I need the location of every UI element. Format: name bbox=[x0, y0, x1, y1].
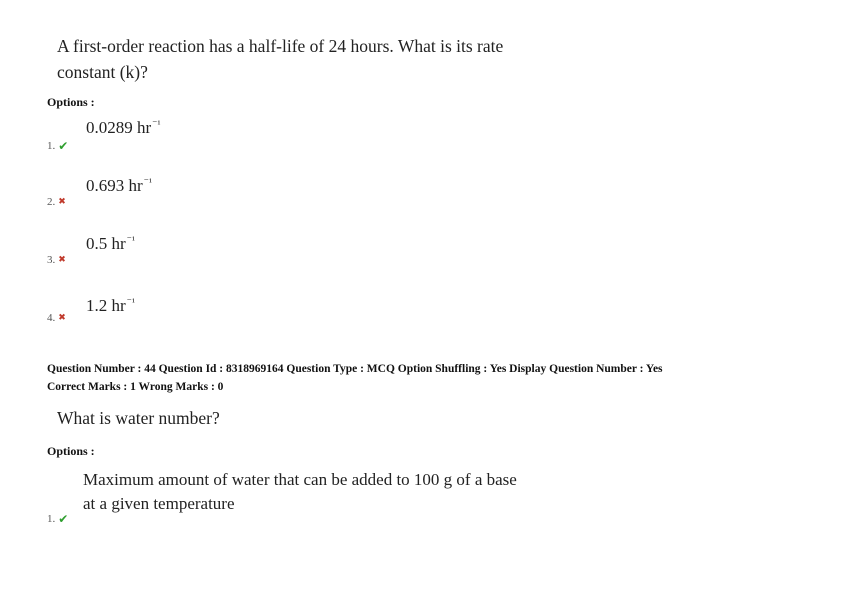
options-label: Options : bbox=[47, 444, 95, 458]
cross-icon: ✖ bbox=[58, 313, 66, 323]
option-value: 0.0289 hr bbox=[86, 118, 152, 137]
option-number-label: 1. bbox=[47, 513, 56, 525]
option-exponent: ⁻¹ bbox=[126, 297, 135, 308]
option-value: 0.693 hr bbox=[86, 176, 143, 195]
option-number bbox=[47, 139, 68, 153]
question-text-line: constant (k)? bbox=[57, 62, 148, 82]
option-number-label: 3. bbox=[47, 254, 56, 266]
option-value: 0.5 hr bbox=[86, 234, 126, 253]
option-text-line: at a given temperature bbox=[83, 494, 235, 513]
option-text bbox=[86, 176, 152, 196]
option-number bbox=[47, 254, 66, 266]
option-exponent: ⁻¹ bbox=[143, 177, 152, 188]
option-number bbox=[47, 196, 66, 208]
question-text: What is water number? bbox=[57, 408, 220, 428]
option-value: 1.2 hr bbox=[86, 296, 126, 315]
cross-icon: ✖ bbox=[58, 255, 66, 265]
option-number-label: 2. bbox=[47, 196, 56, 208]
question-meta: Question Number : 44 Question Id : 8318969164 Question Type : MCQ Option Shuffling : Yes Display Question Number : Yes bbox=[47, 363, 663, 375]
check-icon: ✔ bbox=[58, 139, 69, 153]
option-number bbox=[47, 312, 66, 324]
option-text-line: Maximum amount of water that can be added to 100 g of a base bbox=[83, 470, 517, 489]
option-text bbox=[86, 118, 160, 138]
option-number-label: 4. bbox=[47, 312, 56, 324]
cross-icon: ✖ bbox=[58, 197, 66, 207]
marks-meta: Correct Marks : 1 Wrong Marks : 0 bbox=[47, 381, 224, 393]
option-number bbox=[47, 512, 68, 526]
option-text bbox=[86, 234, 135, 254]
option-text bbox=[86, 296, 135, 316]
check-icon: ✔ bbox=[58, 512, 69, 526]
option-exponent: ⁻¹ bbox=[126, 235, 135, 246]
option-exponent: ⁻¹ bbox=[152, 119, 161, 130]
question-text-line: A first-order reaction has a half-life of 24 hours. What is its rate bbox=[57, 36, 504, 56]
option-number-label: 1. bbox=[47, 140, 56, 152]
options-label: Options : bbox=[47, 95, 95, 109]
option-text bbox=[83, 468, 517, 516]
